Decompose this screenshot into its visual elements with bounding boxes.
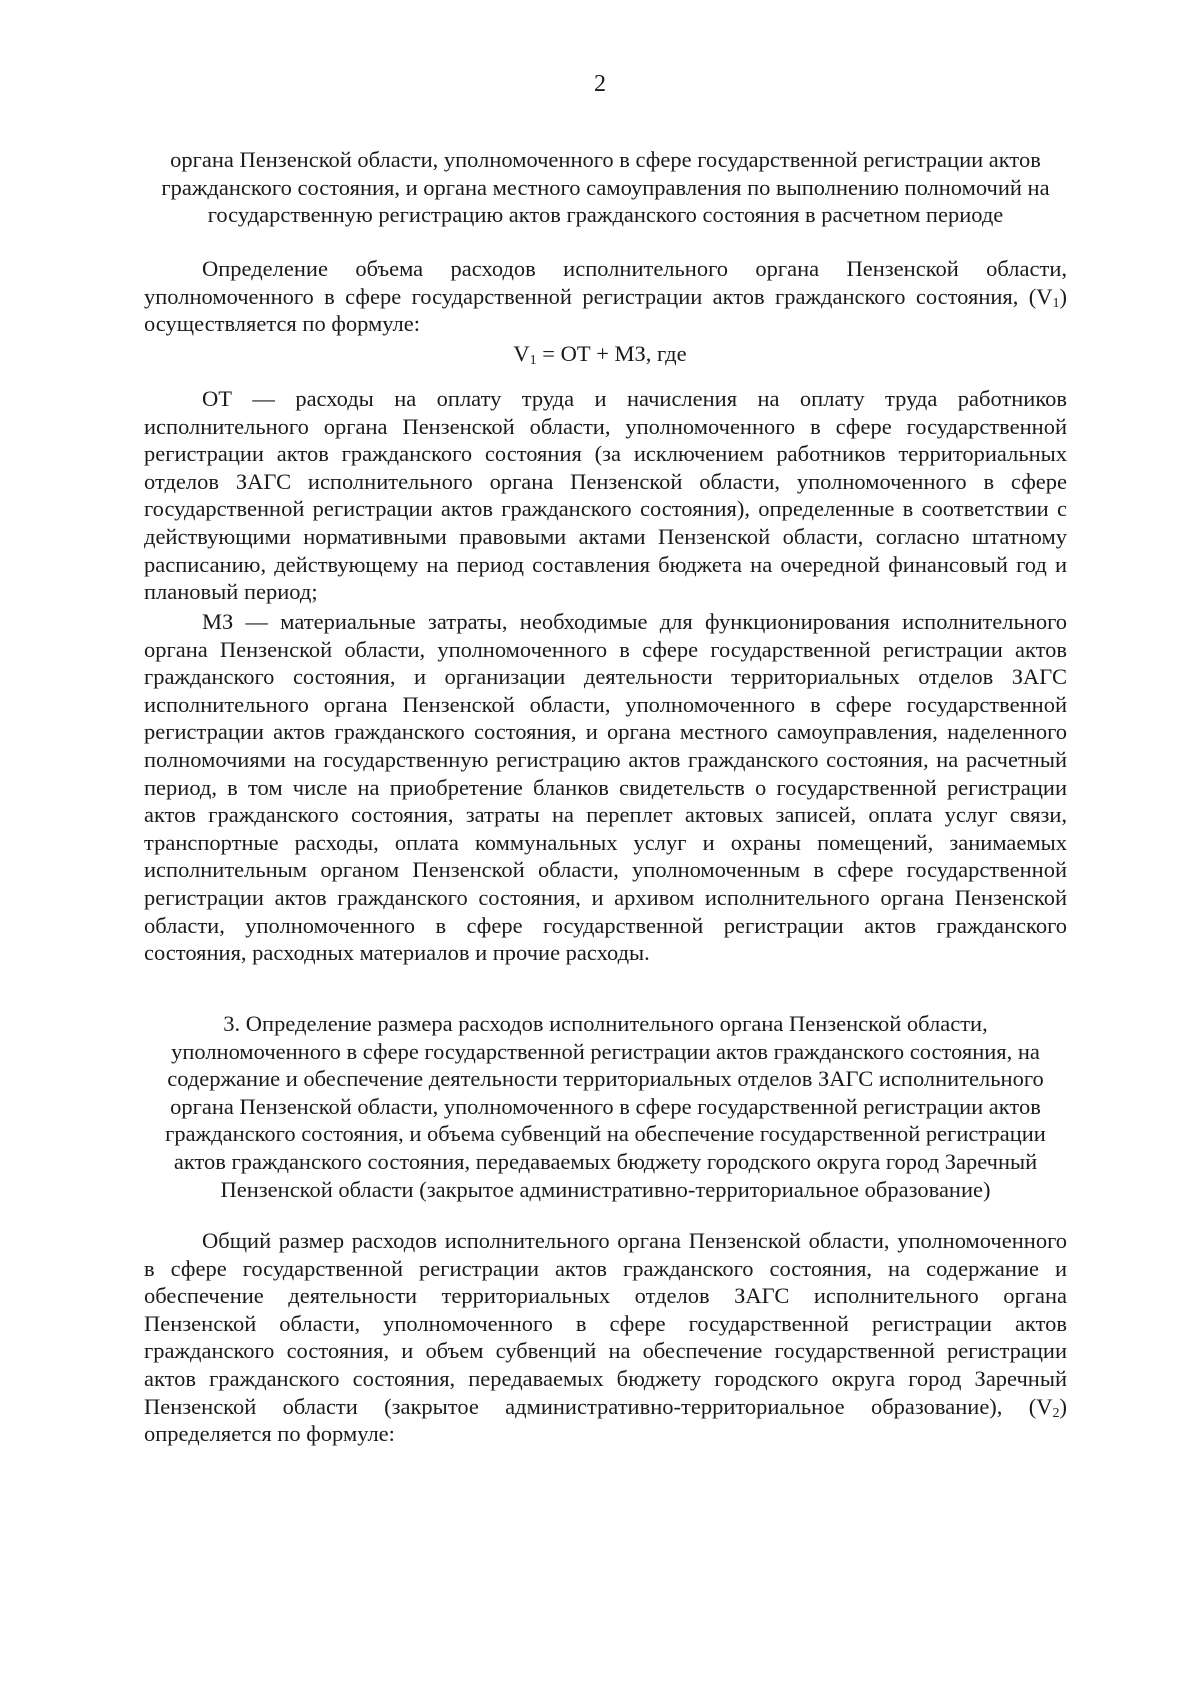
formula-v1-rhs: = ОТ + МЗ, где (536, 341, 687, 366)
paragraph-v1-intro-tail: ) осуществляется по формуле: (144, 283, 1067, 337)
page-number: 2 (594, 71, 606, 97)
paragraph-v2-intro (144, 1227, 1067, 1448)
formula-v1 (0, 340, 1200, 368)
v1-subscript: 1 (1052, 295, 1060, 311)
paragraph-v1-intro (144, 255, 1067, 338)
formula-v1-subscript: 1 (529, 353, 537, 368)
paragraph-v2-intro-tail: ) определяется по формуле: (144, 1393, 1067, 1447)
section-3-heading: 3. Определение размера расходов исполнительного органа Пензенской области, уполномоченного в сфере государственной регистрации актов гражданского состояния, на содержание и обеспечение деятельности территориальных отделов ЗАГС исполнительного органа Пензенской области, уполномоченного в сфере государственной регистрации актов гражданского состояния, и объема субвенций на обеспечение государственной регистрации актов гражданского состояния, передаваемых бюджету городского округа город Заречный Пензенской области (закрытое административно-территориальное образование) (165, 1011, 1046, 1202)
v2-subscript: 2 (1052, 1405, 1060, 1421)
paragraph-v2-intro-text: Общий размер расходов исполнительного органа Пензенской области, уполномоченного в сфере государственной регистрации актов гражданского состояния, на содержание и обеспечение деятельности территориальных отделов ЗАГС исполнительного органа Пензенской области, уполномоченного в сфере государственной регистрации актов гражданского состояния, и объем субвенций на обеспечение государственной регистрации актов гражданского состояния, передаваемых бюджету городского округа город Заречный Пензенской области (закрытое административно-территориальное образование), (V (144, 1228, 1067, 1419)
formula-v1-lhs: V (513, 341, 530, 366)
paragraph-ot-definition: ОТ — расходы на оплату труда и начисления на оплату труда работников исполнительного органа Пензенской области, уполномоченного в сфере государственной регистрации актов гражданского состояния (за исключением работников территориальных отделов ЗАГС исполнительного органа Пензенской области, уполномоченного в сфере государственной регистрации актов гражданского состояния), определенные в соответствии с действующими нормативными правовыми актами Пензенской области, согласно штатному расписанию, действующему на период составления бюджета на очередной финансовый год и плановый период; (144, 386, 1067, 605)
section-2-heading-continuation: органа Пензенской области, уполномоченного в сфере государственной регистрации актов гражданского состояния, и органа местного самоуправления по выполнению полномочий на государственную регистрацию актов гражданского состояния в расчетном периоде (161, 147, 1050, 228)
paragraph-mz-definition: МЗ — материальные затраты, необходимые для функционирования исполнительного органа Пензенской области, уполномоченного в сфере государственной регистрации актов гражданского состояния, и организации деятельности территориальных отделов ЗАГС исполнительного органа Пензенской области, уполномоченного в сфере государственной регистрации актов гражданского состояния, и органа местного самоуправления, наделенного полномочиями на государственную регистрацию актов гражданского состояния, на расчетный период, в том числе на приобретение бланков свидетельств о государственной регистрации актов гражданского состояния, затраты на переплет актовых записей, оплата услуг связи, транспортные расходы, оплата коммунальных услуг и охраны помещений, занимаемых исполнительным органом Пензенской области, уполномоченным в сфере государственной регистрации актов гражданского состояния, и архивом исполнительного органа Пензенской области, уполномоченного в сфере государственной регистрации актов гражданского состояния, расходных материалов и прочие расходы. (144, 609, 1067, 966)
paragraph-v1-intro-text: Определение объема расходов исполнительного органа Пензенской области, уполномоченного в сфере государственной регистрации актов гражданского состояния, (V (144, 256, 1067, 309)
